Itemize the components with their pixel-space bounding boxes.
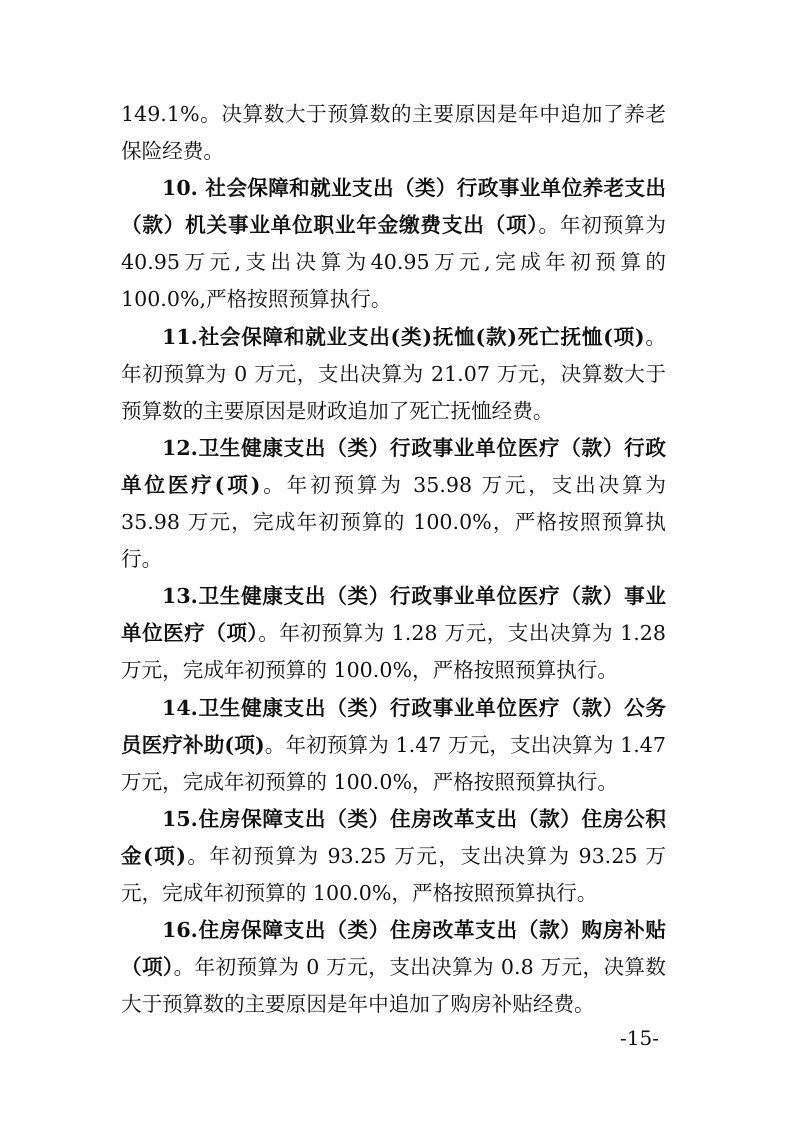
document-body: [121, 96, 666, 1023]
page-number: -15-: [620, 1026, 659, 1050]
paragraph-item-14: [121, 690, 666, 801]
item-heading: 16.住房保障支出（类）住房改革支出（款）购房补贴（项）: [121, 918, 666, 980]
item-heading: 12.卫生健康支出（类）行政事业单位医疗（款）行政单位医疗(项): [121, 435, 666, 497]
paragraph-item-11: [121, 319, 666, 430]
paragraph-item-10: [121, 170, 666, 318]
paragraph-item-13: [121, 578, 666, 689]
item-body: 。年初预算为 0 万元，支出决算为 21.07 万元，决算数大于预算数的主要原因是财政追加了死亡抚恤经费。: [121, 324, 667, 423]
item-heading: 14.卫生健康支出（类）行政事业单位医疗（款）公务员医疗补助(项): [121, 695, 666, 757]
item-heading: 15.住房保障支出（类）住房改革支出（款）住房公积金(项): [121, 806, 666, 868]
item-heading: 11.社会保障和就业支出(类)抚恤(款)死亡抚恤(项): [162, 324, 645, 349]
item-body: 。年初预算为40.95万元,支出决算为40.95万元,完成年初预算的100.0%,严格按照预算执行。: [121, 213, 667, 312]
paragraph-item-16: [121, 912, 666, 1023]
paragraph-item-12: [121, 430, 666, 578]
paragraph-body: 149.1%。决算数大于预算数的主要原因是年中追加了养老保险经费。: [121, 102, 666, 164]
item-body: 。年初预算为 35.98 万元，支出决算为 35.98 万元，完成年初预算的 100.0%，严格按照预算执行。: [121, 472, 666, 572]
item-body: 。年初预算为 93.25 万元，支出决算为 93.25 万元，完成年初预算的 100.0%，严格按照预算执行。: [121, 843, 666, 905]
item-heading: 10. 社会保障和就业支出（类）行政事业单位养老支出（款）机关事业单位职业年金缴费支出（项）: [121, 176, 666, 238]
paragraph-continuation: [121, 96, 666, 170]
item-body: 。年初预算为 1.28 万元，支出决算为 1.28 万元，完成年初预算的 100.0%，严格按照预算执行。: [121, 621, 667, 683]
item-heading: 13.卫生健康支出（类）行政事业单位医疗（款）事业单位医疗（项）: [121, 584, 666, 646]
paragraph-item-15: [121, 801, 666, 912]
item-body: 。年初预算为 0 万元，支出决算为 0.8 万元，决算数大于预算数的主要原因是年中追加了购房补贴经费。: [121, 955, 666, 1017]
item-body: 。年初预算为 1.47 万元，支出决算为 1.47 万元，完成年初预算的 100.0%，严格按照预算执行。: [121, 732, 667, 794]
